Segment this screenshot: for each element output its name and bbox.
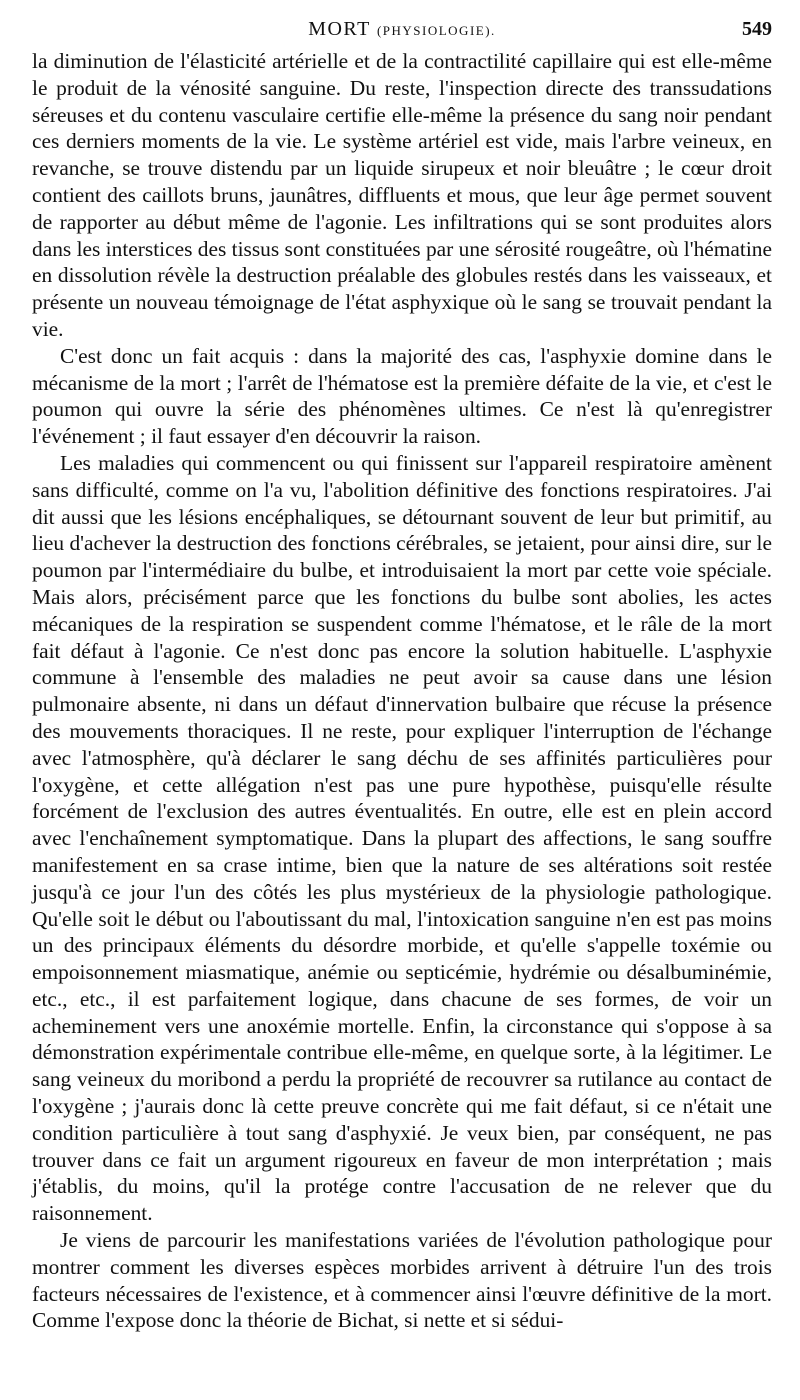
body-text — [32, 48, 772, 1334]
page-number: 549 — [742, 18, 772, 40]
running-title — [32, 18, 772, 41]
paragraph: Les maladies qui commencent ou qui finissent sur l'appareil respiratoire amènent sans difficulté, comme on l'a vu, l'abolition définitive des fonctions respiratoires. J'ai dit aussi que les lésions encéphaliques, se détournant souvent de leur but primitif, au lieu d'achever la destruction des fonctions cérébrales, se jetaient, pour ainsi dire, sur le poumon par l'intermédiaire du bulbe, et introduisaient la mort par cette voie spéciale. Mais alors, précisément parce que les fonctions du bulbe sont abolies, les actes mécaniques de la respiration se suspendent comme l'hématose, et le râle de la mort fait défaut à l'agonie. Ce n'est donc pas encore la solution habituelle. L'asphyxie commune à l'ensemble des maladies ne peut avoir sa cause dans une lésion pulmonaire absente, ni dans un défaut d'innervation bulbaire que récuse la présence des mouvements thoraciques. Il ne reste, pour expliquer l'interruption de l'échange avec l'atmosphère, qu'à déclarer le sang déchu de ses affinités particulières pour l'oxygène, et cette allégation n'est pas une pure hypothèse, puisqu'elle résulte forcément de l'exclusion des autres éventualités. En outre, elle est en plein accord avec l'enchaînement symptomatique. Dans la plupart des affections, le sang souffre manifestement en sa crase intime, bien que la nature de ses altérations soit restée jusqu'à ce jour l'un des côtés les plus mystérieux de la physiologie pathologique. Qu'elle soit le début ou l'aboutissant du mal, l'intoxication sanguine n'en est pas moins un des principaux éléments du désordre morbide, et qu'elle s'appelle toxémie ou empoisonnement miasmatique, anémie ou septicémie, hydrémie ou désalbuminémie, etc., etc., il est parfaitement logique, dans chacune de ses formes, de voir un acheminement vers une anoxémie mortelle. Enfin, la circonstance qui s'oppose à sa démonstration expérimentale contribue elle-même, en quelque sorte, à la légitimer. Le sang veineux du moribond a perdu la propriété de recouvrer sa rutilance au contact de l'oxygène ; j'aurais donc là cette preuve concrète qui me fait défaut, si ce n'était une condition particulière à tout sang d'asphyxié. Je veux bien, par conséquent, ne pas trouver dans ce fait un argument rigoureux en faveur de mon interprétation ; mais j'établis, du moins, qu'il la protége contre l'accusation de ne relever que du raisonnement. — [32, 450, 772, 1226]
running-title-main: MORT — [308, 18, 371, 40]
paragraph-continued: la diminution de l'élasticité artérielle et de la contractilité capillaire qui est elle-même le produit de la vénosité sanguine. Du reste, l'inspection directe des transsudations séreuses et du contenu vasculaire certifie elle-même la présence du sang noir pendant ces derniers moments de la vie. Le système artériel est vide, mais l'arbre veineux, en revanche, se trouve distendu par un liquide sirupeux et noir bleuâtre ; le cœur droit contient des caillots bruns, jaunâtres, diffluents et mous, que leur âge permet souvent de rapporter au début même de l'agonie. Les infiltrations qui se sont produites alors dans les interstices des tissus sont constituées par une sérosité rougeâtre, où l'hématine en dissolution révèle la destruction préalable des globules restés dans les vaisseaux, et présente un nouveau témoignage de l'état asphyxique où le sang se trouvait pendant la vie. — [32, 49, 772, 341]
running-title-subtitle: (PHYSIOLOGIE). — [376, 23, 496, 38]
paragraph: Je viens de parcourir les manifestations variées de l'évolution pathologique pour montrer comment les diverses espèces morbides arrivent à détruire l'un des trois facteurs nécessaires de l'existence, et à commencer ainsi l'œuvre définitive de la mort. Comme l'expose donc la théorie de Bichat, si nette et si sédui- — [32, 1228, 772, 1333]
running-head — [32, 18, 772, 48]
paragraph: C'est donc un fait acquis : dans la majorité des cas, l'asphyxie domine dans le mécanisme de la mort ; l'arrêt de l'hématose est la première défaite de la vie, et c'est le poumon qui ouvre la série des phénomènes ultimes. Ce n'est là qu'enregistrer l'événement ; il faut essayer d'en découvrir la raison. — [32, 343, 772, 449]
book-page — [32, 18, 772, 1390]
